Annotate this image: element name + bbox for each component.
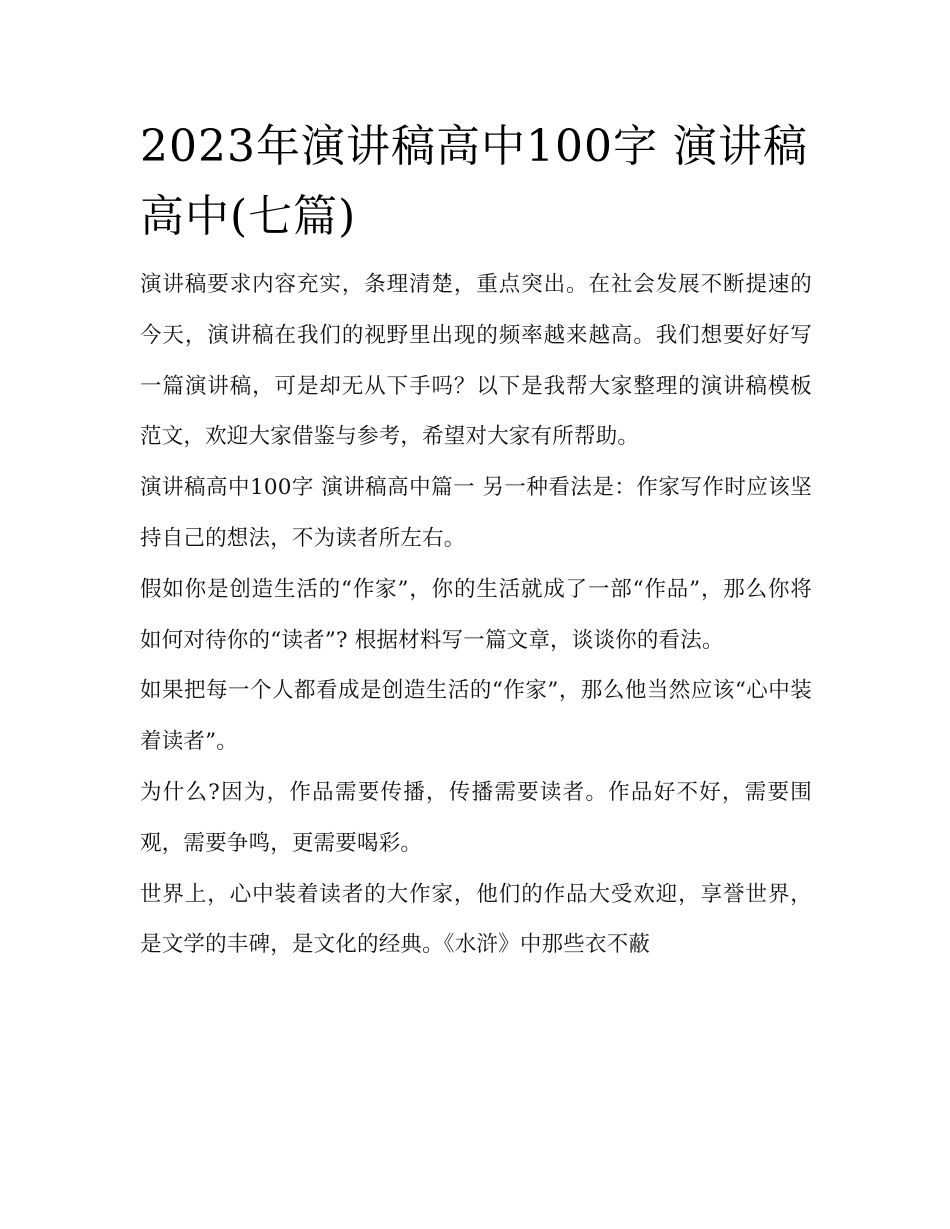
paragraph-world: 世界上，心中装着读者的大作家，他们的作品大受欢迎，享誉世界，是文学的丰碑，是文化的经典。《水浒》中那些衣不蔽 [140, 881, 812, 958]
paragraph-reader: 如果把每一个人都看成是创造生活的“作家”，那么他当然应该“心中装着读者”。 [140, 678, 812, 755]
document-title: 2023年演讲稿高中100字 演讲稿高中(七篇) [140, 121, 808, 242]
paragraph-why: 为什么?因为，作品需要传播，传播需要读者。作品好不好，需要围观，需要争鸣，更需要喝彩。 [140, 779, 812, 856]
paragraph-prompt: 假如你是创造生活的“作家”，你的生活就成了一部“作品”，那么你将如何对待你的“读者”? 根据材料写一篇文章，谈谈你的看法。 [140, 576, 812, 653]
paragraph-section-one: 演讲稿高中100字 演讲稿高中篇一 另一种看法是：作家写作时应该坚持自己的想法，不为读者所左右。 [140, 475, 812, 551]
paragraph-intro: 演讲稿要求内容充实，条理清楚，重点突出。在社会发展不断提速的今天，演讲稿在我们的视野里出现的频率越来越高。我们想要好好写一篇演讲稿，可是却无从下手吗？以下是我帮大家整理的演讲稿模板范文，欢迎大家借鉴与参考，希望对大家有所帮助。 [140, 272, 812, 450]
document-body [140, 112, 812, 971]
